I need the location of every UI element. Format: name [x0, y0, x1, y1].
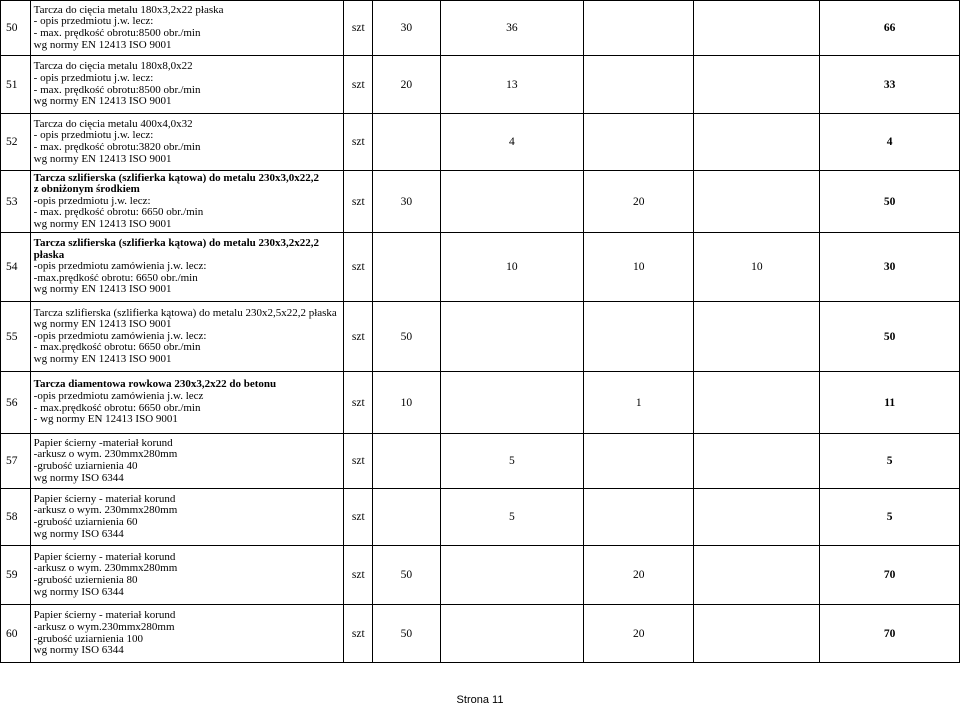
description-line: - max.prędkość obrotu: 6650 obr./min — [33, 341, 201, 354]
description-line: wg normy EN 12413 ISO 9001 — [33, 38, 172, 51]
description-line: Tarcza do cięcia metalu 400x4,0x32 — [33, 117, 193, 130]
description-line: Tarcza szlifierska (szlifierka kątowa) do metalu 230x3,0x22,2 — [33, 171, 320, 184]
quantity-c-cell — [584, 302, 694, 372]
table-row — [1, 372, 960, 434]
total-cell: 70 — [820, 546, 960, 605]
item-description — [30, 171, 344, 233]
quantity-a-cell — [373, 489, 441, 546]
description-line: wg normy ISO 6344 — [33, 644, 124, 657]
total-cell: 70 — [820, 605, 960, 663]
description-line: Papier ścierny - materiał korund — [33, 550, 176, 563]
row-number: 60 — [1, 605, 31, 663]
unit-cell: szt — [344, 489, 373, 546]
quantity-d-cell — [694, 1, 820, 56]
description-line: - max. prędkość obrotu:8500 obr./min — [33, 27, 201, 39]
quantity-d-cell — [694, 171, 820, 233]
description-line: -opis przedmiotu zamówienia j.w. lecz: — [33, 329, 207, 342]
table-row — [1, 56, 960, 114]
quantity-c-cell — [584, 1, 694, 56]
row-number: 57 — [1, 434, 31, 489]
item-description — [30, 489, 344, 546]
description-line: -grubość uziarnienia 60 — [33, 516, 138, 528]
description-line: -max.prędkość obrotu: 6650 obr./min — [33, 271, 198, 284]
item-description — [30, 434, 344, 489]
unit-cell: szt — [344, 1, 373, 56]
quantity-b-cell: 10 — [440, 233, 583, 302]
row-number: 51 — [1, 56, 31, 114]
description-line: -opis przedmiotu zamówienia j.w. lecz — [33, 389, 204, 402]
quantity-d-cell — [694, 302, 820, 372]
quantity-a-cell: 30 — [373, 1, 441, 56]
page-footer — [0, 694, 960, 706]
description-line: wg normy EN 12413 ISO 9001 — [33, 152, 172, 165]
description-line: wg normy ISO 6344 — [33, 471, 124, 484]
row-number: 56 — [1, 372, 31, 434]
quantity-a-cell: 50 — [373, 546, 441, 605]
description-line: Tarcza diamentowa rowkowa 230x3,2x22 do betonu — [33, 378, 277, 391]
row-number: 55 — [1, 302, 31, 372]
item-description — [30, 233, 344, 302]
quantity-b-cell — [440, 171, 583, 233]
description-line: -arkusz o wym. 230mmx280mm — [33, 448, 178, 461]
description-line: - opis przedmiotu j.w. lecz: — [33, 129, 154, 142]
description-line: Papier ścierny -materiał korund — [33, 436, 173, 449]
description-line: Papier ścierny - materiał korund — [33, 492, 176, 505]
description-line: - max.prędkość obrotu: 6650 obr./min — [33, 401, 201, 414]
description-line: - max. prędkość obrotu: 6650 obr./min — [33, 206, 204, 219]
description-line: - wg normy EN 12413 ISO 9001 — [33, 413, 178, 426]
row-number: 54 — [1, 233, 31, 302]
table-row — [1, 605, 960, 663]
quantity-c-cell: 10 — [584, 233, 694, 302]
unit-cell: szt — [344, 56, 373, 114]
unit-cell: szt — [344, 605, 373, 663]
row-number: 50 — [1, 1, 31, 56]
quantity-b-cell: 13 — [440, 56, 583, 114]
row-number: 59 — [1, 546, 31, 605]
total-cell: 50 — [820, 171, 960, 233]
description-line: Tarcza do cięcia metalu 180x8,0x22 — [33, 60, 193, 73]
row-number: 53 — [1, 171, 31, 233]
unit-cell: szt — [344, 546, 373, 605]
item-description — [30, 605, 344, 663]
total-cell: 5 — [820, 434, 960, 489]
quantity-b-cell: 5 — [440, 489, 583, 546]
quantity-c-cell: 20 — [584, 546, 694, 605]
description-line: wg normy EN 12413 ISO 9001 — [33, 217, 172, 230]
description-line: wg normy ISO 6344 — [33, 527, 124, 540]
quantity-b-cell — [440, 372, 583, 434]
quantity-a-cell: 50 — [373, 302, 441, 372]
description-line: wg normy EN 12413 ISO 9001 — [33, 318, 172, 331]
quantity-c-cell — [584, 114, 694, 171]
unit-cell: szt — [344, 233, 373, 302]
table-row — [1, 171, 960, 233]
total-cell: 11 — [820, 372, 960, 434]
quantity-d-cell: 10 — [694, 233, 820, 302]
description-line: - max. prędkość obrotu:3820 obr./min — [33, 141, 201, 153]
quantity-a-cell — [373, 114, 441, 171]
quantity-a-cell: 10 — [373, 372, 441, 434]
description-line: płaska — [33, 248, 65, 261]
total-cell: 33 — [820, 56, 960, 114]
total-cell: 30 — [820, 233, 960, 302]
unit-cell: szt — [344, 372, 373, 434]
quantity-b-cell — [440, 546, 583, 605]
page-number: Strona 11 — [456, 694, 504, 706]
description-line: -arkusz o wym. 230mmx280mm — [33, 504, 178, 517]
quantity-c-cell: 1 — [584, 372, 694, 434]
quantity-a-cell: 20 — [373, 56, 441, 114]
description-line: - opis przedmiotu j.w. lecz: — [33, 15, 154, 28]
quantity-b-cell — [440, 302, 583, 372]
table-row — [1, 302, 960, 372]
quantity-d-cell — [694, 546, 820, 605]
quantity-c-cell: 20 — [584, 605, 694, 663]
description-line: Tarcza szlifierska (szlifierka kątowa) do metalu 230x3,2x22,2 — [33, 237, 320, 250]
row-number: 52 — [1, 114, 31, 171]
quantity-a-cell — [373, 434, 441, 489]
item-description — [30, 56, 344, 114]
quantity-c-cell — [584, 489, 694, 546]
quantity-d-cell — [694, 114, 820, 171]
row-number: 58 — [1, 489, 31, 546]
quantity-d-cell — [694, 434, 820, 489]
description-line: -arkusz o wym.230mmx280mm — [33, 620, 175, 633]
description-line: wg normy ISO 6344 — [33, 585, 124, 598]
item-description — [30, 546, 344, 605]
table-row — [1, 114, 960, 171]
unit-cell: szt — [344, 434, 373, 489]
description-line: wg normy EN 12413 ISO 9001 — [33, 283, 172, 296]
quantity-d-cell — [694, 605, 820, 663]
quantity-a-cell: 50 — [373, 605, 441, 663]
description-line: Tarcza do cięcia metalu 180x3,2x22 płaska — [33, 3, 224, 16]
description-line: Papier ścierny - materiał korund — [33, 609, 176, 622]
description-line: -grubość uziarnienia 100 — [33, 632, 144, 645]
table-row — [1, 434, 960, 489]
quantity-c-cell — [584, 56, 694, 114]
item-description — [30, 372, 344, 434]
description-line: - max. prędkość obrotu:8500 obr./min — [33, 83, 201, 96]
unit-cell: szt — [344, 302, 373, 372]
description-line: wg normy EN 12413 ISO 9001 — [33, 352, 172, 365]
quantity-d-cell — [694, 56, 820, 114]
item-description — [30, 1, 344, 56]
unit-cell: szt — [344, 171, 373, 233]
quantity-b-cell: 4 — [440, 114, 583, 171]
total-cell: 66 — [820, 1, 960, 56]
quantity-a-cell: 30 — [373, 171, 441, 233]
table-row — [1, 489, 960, 546]
quantity-d-cell — [694, 372, 820, 434]
description-line: -arkusz o wym. 230mmx280mm — [33, 562, 178, 575]
description-line: wg normy EN 12413 ISO 9001 — [33, 95, 172, 108]
total-cell: 50 — [820, 302, 960, 372]
table-row — [1, 1, 960, 56]
quantity-c-cell: 20 — [584, 171, 694, 233]
quantity-b-cell — [440, 605, 583, 663]
quantity-c-cell — [584, 434, 694, 489]
unit-cell: szt — [344, 114, 373, 171]
description-line: -opis przedmiotu zamówienia j.w. lecz: — [33, 260, 207, 273]
item-description — [30, 114, 344, 171]
item-description — [30, 302, 344, 372]
quantity-d-cell — [694, 489, 820, 546]
quantity-b-cell: 36 — [440, 1, 583, 56]
table-row — [1, 546, 960, 605]
description-line: Tarcza szlifierska (szlifierka kątowa) do metalu 230x2,5x22,2 płaska — [33, 306, 337, 319]
quantity-a-cell — [373, 233, 441, 302]
total-cell: 4 — [820, 114, 960, 171]
description-line: - opis przedmiotu j.w. lecz: — [33, 71, 154, 84]
quantity-b-cell: 5 — [440, 434, 583, 489]
description-line: z obniżonym środkiem — [33, 183, 140, 196]
description-line: -grubość uziernienia 80 — [33, 574, 138, 586]
description-line: -opis przedmiotu j.w. lecz: — [33, 194, 151, 207]
table-row — [1, 233, 960, 302]
total-cell: 5 — [820, 489, 960, 546]
description-line: -grubość uziarnienia 40 — [33, 460, 138, 472]
